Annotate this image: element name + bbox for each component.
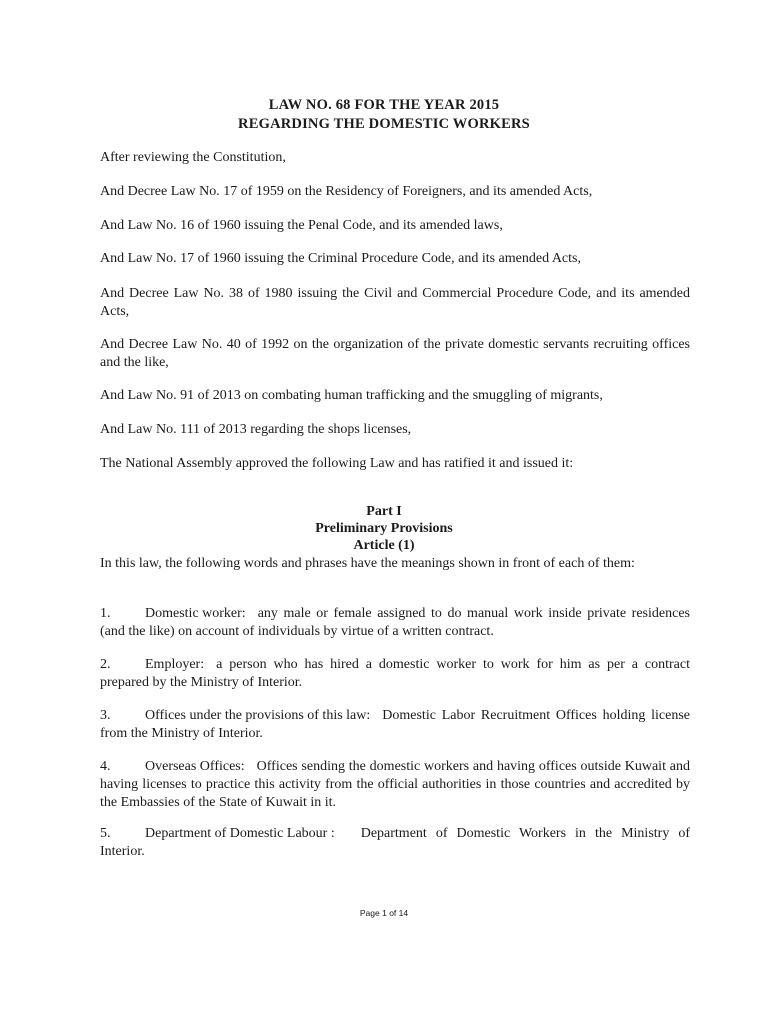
definition-number: 3. (100, 708, 111, 723)
preamble-line: And Decree Law No. 38 of 1980 issuing the Civil and Commercial Procedure Code, and its amended Acts, (100, 286, 690, 319)
definition-number: 5. (100, 826, 111, 841)
definition-term: Employer: (145, 657, 205, 672)
definition-term: Offices under the provisions of this law: (145, 708, 371, 723)
part-heading: Part I (366, 504, 402, 519)
law-title: LAW NO. 68 FOR THE YEAR 2015 (268, 97, 500, 113)
definition-text: Department of Domestic Workers in the Ministry of Interior. (100, 826, 690, 859)
definition-item (100, 758, 690, 812)
article-intro: In this law, the following words and phrases have the meanings shown in front of each of them: (100, 556, 635, 571)
definition-term: Overseas Offices: (145, 759, 245, 774)
preamble-line: And Law No. 111 of 2013 regarding the shops licenses, (100, 422, 412, 437)
preamble-line: The National Assembly approved the following Law and has ratified it and issued it: (100, 456, 574, 471)
definition-term: Domestic worker: (145, 606, 246, 621)
definition-item (100, 605, 690, 641)
article-heading: Article (1) (353, 538, 415, 553)
page-number: Page 1 of 14 (359, 908, 409, 918)
definition-item (100, 707, 690, 743)
preamble-line: And Decree Law No. 40 of 1992 on the organization of the private domestic servants recruiting offices and the like, (100, 337, 690, 370)
definition-text: Offices sending the domestic workers and having offices outside Kuwait and having licenses to practice this activity from the official authorities in those countries and accredited by the Embassies of the State of Kuwait in it. (100, 759, 690, 810)
definition-number: 1. (100, 606, 111, 621)
definition-text: a person who has hired a domestic worker to work for him as per a contract prepared by the Ministry of Interior. (100, 657, 690, 690)
law-subtitle: REGARDING THE DOMESTIC WORKERS (238, 116, 530, 132)
definition-number: 2. (100, 657, 111, 672)
preamble-line: And Law No. 16 of 1960 issuing the Penal Code, and its amended laws, (100, 218, 503, 233)
definition-text: any male or female assigned to do manual work inside private residences (and the like) on account of individuals by virtue of a written contract. (100, 606, 690, 639)
preamble-line: And Decree Law No. 17 of 1959 on the Residency of Foreigners, and its amended Acts, (100, 184, 593, 199)
preamble-line: And Law No. 91 of 2013 on combating human trafficking and the smuggling of migrants, (100, 388, 603, 403)
definition-item (100, 656, 690, 692)
part-subheading: Preliminary Provisions (315, 521, 453, 536)
definition-item (100, 825, 690, 861)
definition-text: Domestic Labor Recruitment Offices holding license from the Ministry of Interior. (100, 708, 690, 741)
definition-term: Department of Domestic Labour : (145, 826, 335, 841)
preamble-line: After reviewing the Constitution, (100, 150, 286, 165)
preamble-line: And Law No. 17 of 1960 issuing the Criminal Procedure Code, and its amended Acts, (100, 251, 581, 266)
definition-number: 4. (100, 759, 111, 774)
